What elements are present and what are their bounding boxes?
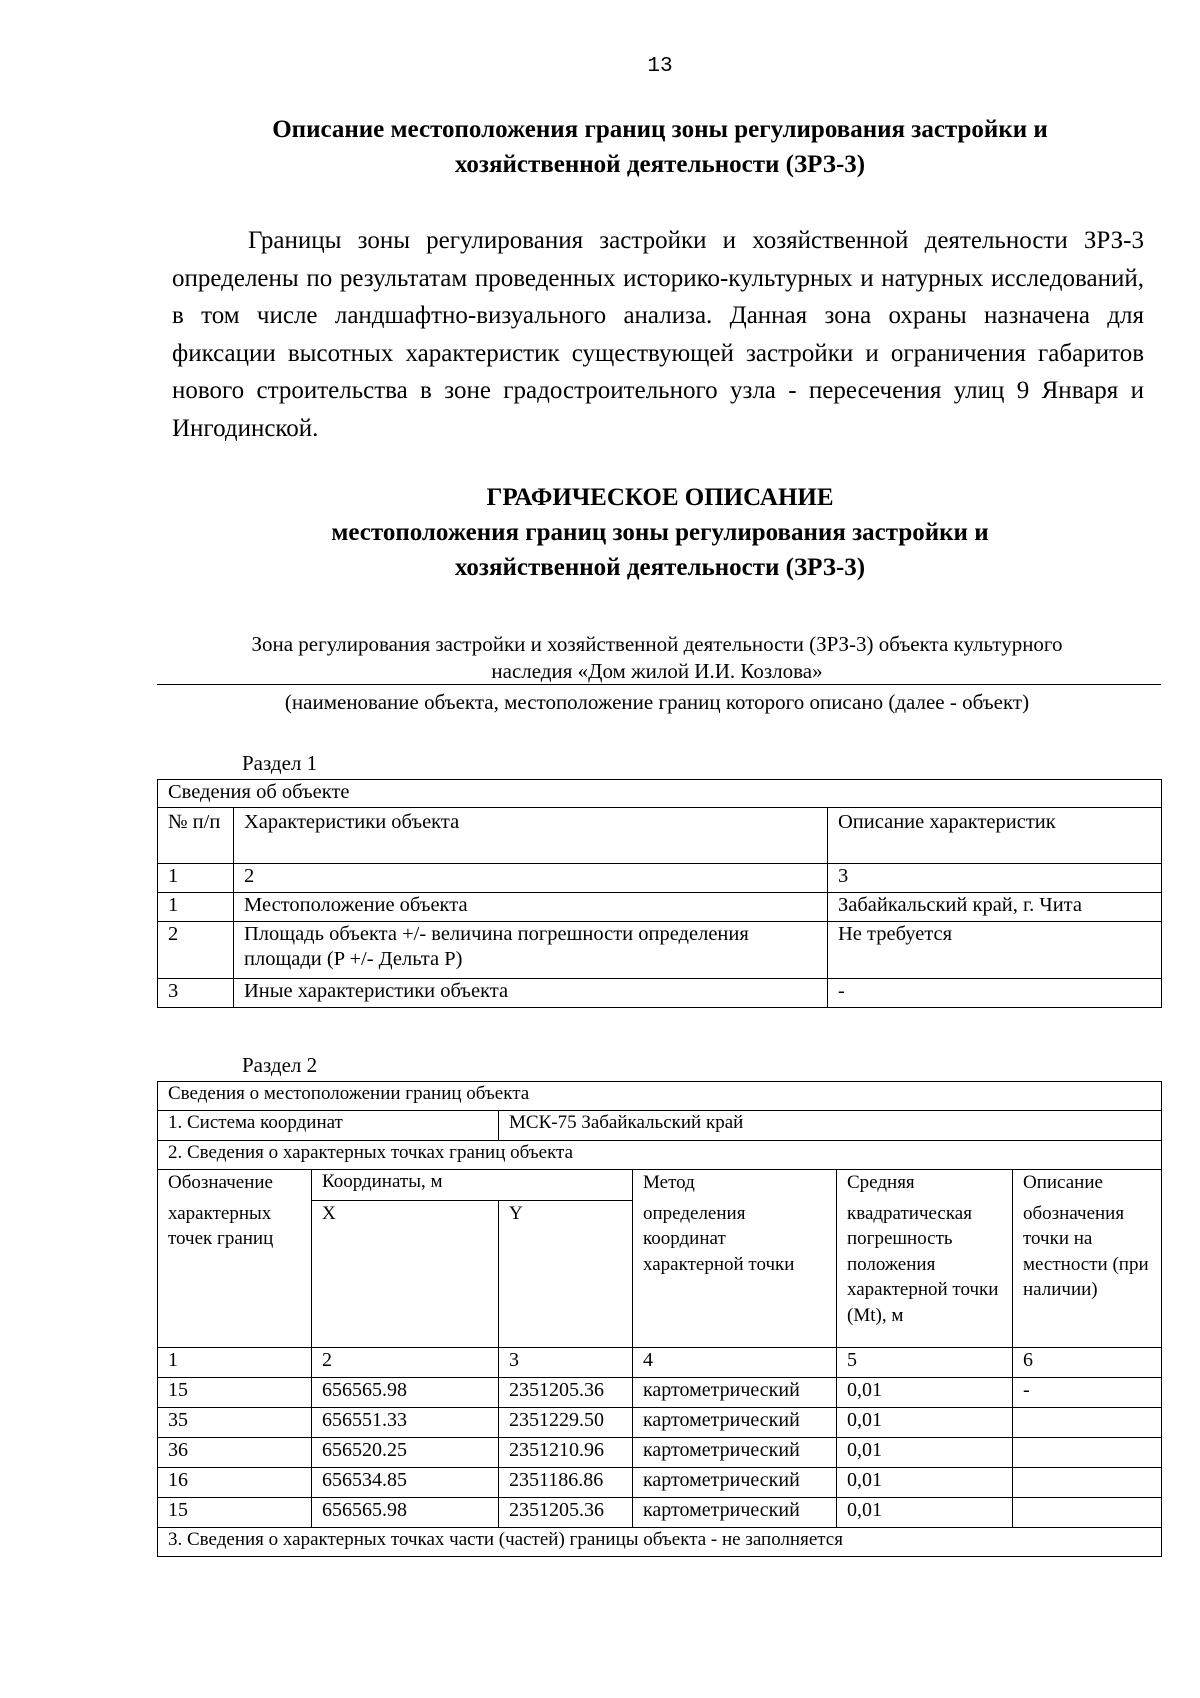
- header-y: Y: [499, 1201, 633, 1348]
- point-method: картометрический: [633, 1438, 837, 1468]
- object-info-table-title: Сведения об объекте: [158, 780, 1162, 808]
- row-num: 1: [158, 893, 234, 922]
- graphic-description-heading: [160, 480, 1160, 585]
- point-y: 2351186.86: [499, 1468, 633, 1498]
- description-paragraph-text: Границы зоны регулирования застройки и хозяйственной деятельности ЗРЗ-3 определены по результатам проведенных историко-культурных и натурных исследований, в том числе ландшафтно-визуального анализа. Данная зона охраны назначена для фиксации высотных характеристик существующей застройки и ограничения габаритов нового строительства в зоне градостроительного узла - пересечения улиц 9 Января и Ингодинской.: [172, 227, 1144, 442]
- point-error: 0,01: [837, 1438, 1013, 1468]
- header-x: X: [312, 1201, 499, 1348]
- header-designation: Обозначение: [158, 1170, 312, 1201]
- column-number: 2: [312, 1348, 499, 1378]
- page-number: 13: [647, 55, 673, 78]
- point-id: 35: [158, 1408, 312, 1438]
- header-description: Описание характеристик: [828, 808, 1162, 864]
- point-description: [1013, 1408, 1162, 1438]
- point-error: 0,01: [837, 1498, 1013, 1528]
- header-characteristic: Характеристики объекта: [234, 808, 828, 864]
- row-description: Забайкальский край, г. Чита: [828, 893, 1162, 922]
- column-number: 1: [158, 864, 234, 893]
- header-error-detail: квадратическая погрешность положения характерной точки (Mt), м: [837, 1201, 1013, 1348]
- object-name-underline: [157, 684, 1161, 685]
- point-method: картометрический: [633, 1378, 837, 1408]
- table-row: [158, 922, 1162, 979]
- object-name: [157, 631, 1157, 685]
- section-heading: [160, 112, 1160, 182]
- point-method: картометрический: [633, 1498, 837, 1528]
- object-name-line-1: Зона регулирования застройки и хозяйственной деятельности (ЗРЗ-3) объекта культурного: [251, 632, 1063, 656]
- header-num: № п/п: [158, 808, 234, 864]
- points-section-title: 2. Сведения о характерных точках границ объекта: [158, 1141, 1162, 1170]
- object-name-line-2: наследия «Дом жилой И.И. Козлова»: [491, 659, 823, 683]
- point-description: [1013, 1468, 1162, 1498]
- description-paragraph: [172, 222, 1144, 448]
- section-heading-line-2: хозяйственной деятельности (ЗРЗ-3): [454, 151, 866, 178]
- column-number: 2: [234, 864, 828, 893]
- table-row: [158, 1498, 1162, 1528]
- row-description: Не требуется: [828, 922, 1162, 979]
- point-id: 16: [158, 1468, 312, 1498]
- table-row: [158, 1378, 1162, 1408]
- header-method-detail: определения координат характерной точки: [633, 1201, 837, 1348]
- header-method: Метод: [633, 1170, 837, 1201]
- point-error: 0,01: [837, 1468, 1013, 1498]
- graphic-description-title: ГРАФИЧЕСКОЕ ОПИСАНИЕ: [486, 484, 834, 511]
- table-row: [158, 979, 1162, 1008]
- header-coords: Координаты, м: [312, 1170, 633, 1201]
- point-y: 2351205.36: [499, 1378, 633, 1408]
- point-description: [1013, 1498, 1162, 1528]
- point-y: 2351205.36: [499, 1498, 633, 1528]
- table-row: [158, 1408, 1162, 1438]
- table-row: [158, 1438, 1162, 1468]
- graphic-description-subtitle-1: местоположения границ зоны регулирования застройки и: [331, 519, 989, 546]
- object-info-table: [157, 779, 1162, 1008]
- point-y: 2351210.96: [499, 1438, 633, 1468]
- point-x: 656565.98: [312, 1378, 499, 1408]
- row-num: 2: [158, 922, 234, 979]
- table-row: [158, 893, 1162, 922]
- point-x: 656520.25: [312, 1438, 499, 1468]
- point-x: 656565.98: [312, 1498, 499, 1528]
- point-method: картометрический: [633, 1468, 837, 1498]
- row-characteristic: Иные характеристики объекта: [234, 979, 828, 1008]
- column-number: 4: [633, 1348, 837, 1378]
- column-number: 3: [828, 864, 1162, 893]
- point-y: 2351229.50: [499, 1408, 633, 1438]
- point-x: 656551.33: [312, 1408, 499, 1438]
- coord-system-label: 1. Система координат: [158, 1111, 499, 1141]
- point-id: 15: [158, 1378, 312, 1408]
- point-id: 15: [158, 1498, 312, 1528]
- point-error: 0,01: [837, 1378, 1013, 1408]
- row-num: 3: [158, 979, 234, 1008]
- section-heading-line-1: Описание местоположения границ зоны регулирования застройки и: [272, 116, 1048, 143]
- section-1-label: Раздел 1: [242, 751, 318, 775]
- point-method: картометрический: [633, 1408, 837, 1438]
- header-error: Средняя: [837, 1170, 1013, 1201]
- boundary-points-table: [157, 1081, 1162, 1557]
- table-row: [158, 1468, 1162, 1498]
- coord-system-value: МСК-75 Забайкальский край: [499, 1111, 1162, 1141]
- column-number: 5: [837, 1348, 1013, 1378]
- header-point-description: Описание: [1013, 1170, 1162, 1201]
- column-number: 6: [1013, 1348, 1162, 1378]
- object-name-caption: (наименование объекта, местоположение границ которого описано (далее - объект): [284, 690, 1030, 714]
- column-number: 3: [499, 1348, 633, 1378]
- point-x: 656534.85: [312, 1468, 499, 1498]
- row-characteristic: Площадь объекта +/- величина погрешности определения площади (P +/- Дельта P): [234, 922, 828, 979]
- row-description: -: [828, 979, 1162, 1008]
- row-characteristic: Местоположение объекта: [234, 893, 828, 922]
- header-designation-detail: характерных точек границ: [158, 1201, 312, 1348]
- graphic-description-subtitle-2: хозяйственной деятельности (ЗРЗ-3): [454, 554, 866, 581]
- point-error: 0,01: [837, 1408, 1013, 1438]
- section-2-label: Раздел 2: [242, 1053, 318, 1077]
- column-number: 1: [158, 1348, 312, 1378]
- point-description: -: [1013, 1378, 1162, 1408]
- point-id: 36: [158, 1438, 312, 1468]
- header-point-description-detail: обозначения точки на местности (при наличии): [1013, 1201, 1162, 1348]
- point-description: [1013, 1438, 1162, 1468]
- parts-note: 3. Сведения о характерных точках части (частей) границы объекта - не заполняется: [158, 1528, 1162, 1557]
- boundary-table-title: Сведения о местоположении границ объекта: [158, 1082, 1162, 1111]
